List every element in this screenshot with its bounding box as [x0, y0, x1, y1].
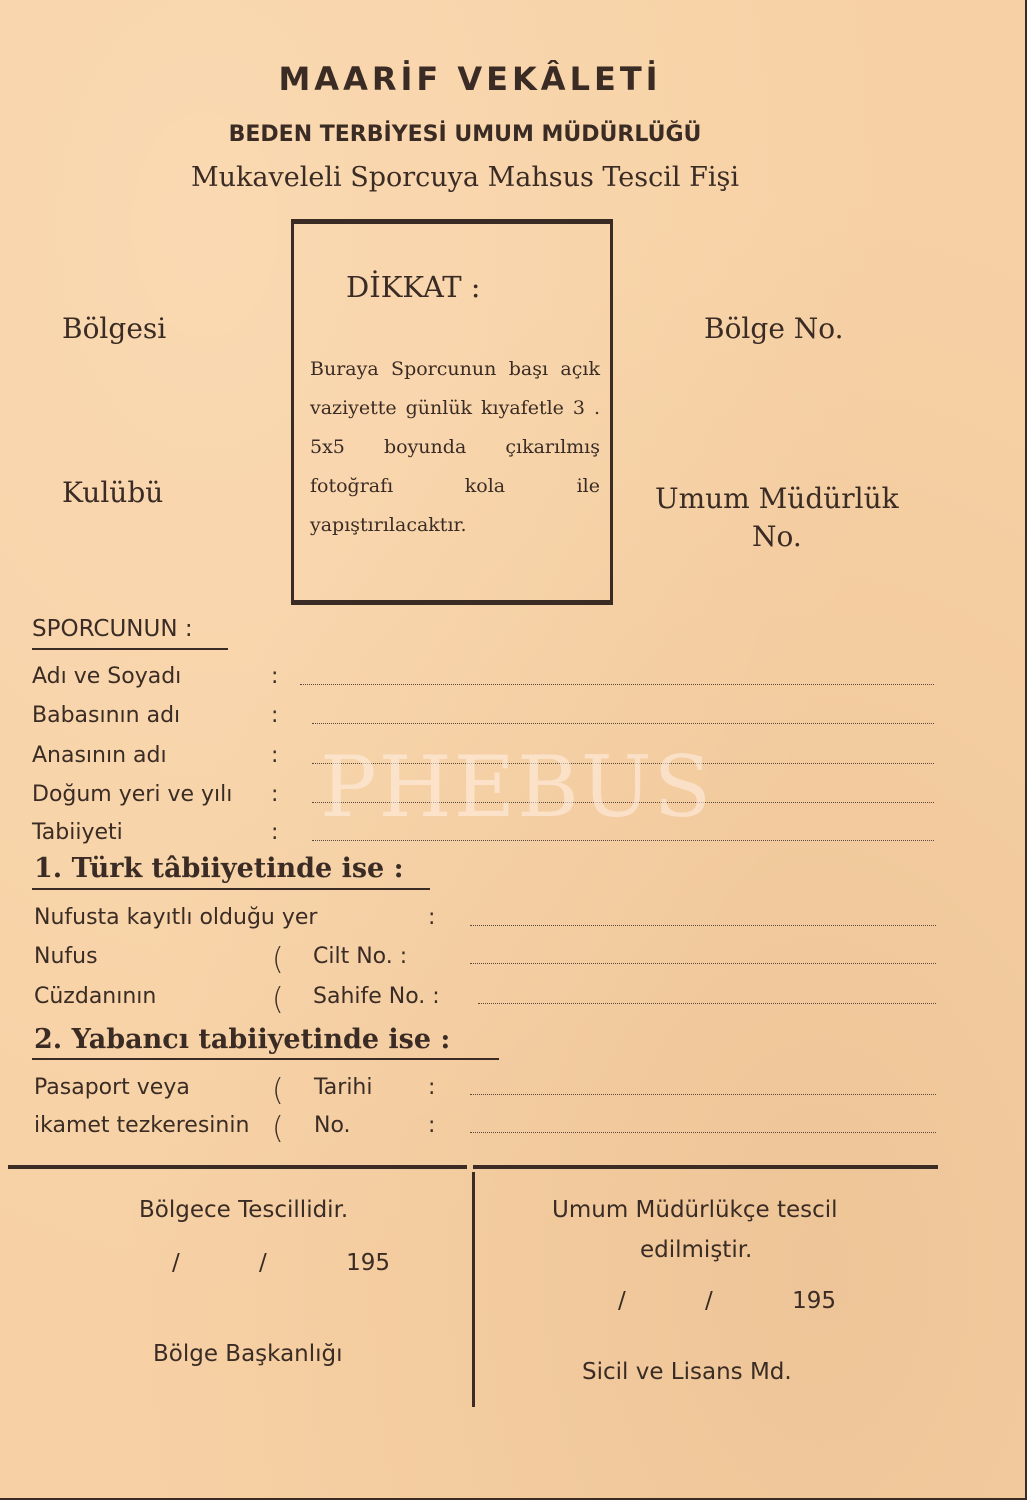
date-colon: : — [428, 1075, 436, 1100]
athlete-heading-underline — [32, 648, 228, 650]
hq-signature: Sicil ve Lisans Md. — [582, 1359, 792, 1385]
brace-icon: ( — [272, 942, 284, 977]
watermark: PHEBUS — [320, 738, 714, 836]
regional-date-field[interactable]: / / 195 — [172, 1250, 391, 1276]
nationality-input-line[interactable] — [312, 840, 934, 841]
foreign-heading-underline — [32, 1058, 499, 1060]
id-card-label-1: Nufus — [34, 944, 98, 969]
passport-label-2: ikamet tezkeresinin — [34, 1113, 250, 1138]
photo-heading: DİKKAT : — [346, 270, 481, 304]
field-colon: : — [271, 743, 279, 768]
passport-label-1: Pasaport veya — [34, 1075, 190, 1100]
date-input-line[interactable] — [470, 1094, 936, 1095]
hq-registration-text-1: Umum Müdürlükçe tescil — [552, 1197, 838, 1223]
volume-input-line[interactable] — [470, 963, 936, 964]
number-label: No. — [314, 1113, 351, 1138]
id-card-label-2: Cüzdanının — [34, 984, 157, 1009]
foreign-section-heading: 2. Yabancı tabiiyetinde ise : — [34, 1024, 451, 1055]
turkish-heading-underline — [32, 888, 430, 890]
field-label: Babasının adı — [32, 703, 181, 728]
athlete-heading: SPORCUNUN : — [32, 616, 193, 642]
page-label: Sahife No. : — [313, 984, 440, 1009]
brace-icon: ( — [272, 1111, 284, 1146]
photo-placeholder[interactable] — [291, 219, 613, 605]
hq-date-field[interactable]: / / 195 — [618, 1288, 837, 1314]
field-colon: : — [271, 820, 279, 845]
field-colon: : — [271, 782, 279, 807]
brace-icon: ( — [272, 1073, 284, 1108]
footer-divider-left — [8, 1165, 467, 1169]
regional-signature: Bölge Başkanlığı — [153, 1341, 343, 1367]
turkish-section-heading: 1. Türk tâbiiyetinde ise : — [34, 853, 404, 884]
footer-vertical-divider — [472, 1172, 475, 1407]
hq-no-label-line2: No. — [752, 520, 802, 553]
number-colon: : — [428, 1113, 436, 1138]
regional-registration-text: Bölgece Tescillidir. — [139, 1197, 349, 1223]
number-input-line[interactable] — [470, 1132, 936, 1133]
region-label: Bölgesi — [62, 312, 167, 345]
registry-input-line[interactable] — [470, 925, 936, 926]
ministry-title: MAARİF VEKÂLETİ — [278, 60, 662, 98]
brace-icon: ( — [272, 982, 284, 1017]
form-name: Mukaveleli Sporcuya Mahsus Tescil Fişi — [191, 162, 739, 193]
club-label: Kulübü — [62, 476, 164, 509]
registry-label: Nufusta kayıtlı olduğu yer — [34, 905, 318, 930]
field-label: Anasının adı — [32, 743, 167, 768]
page-input-line[interactable] — [478, 1003, 936, 1004]
hq-no-label-line1: Umum Müdürlük — [655, 482, 899, 515]
volume-label: Cilt No. : — [313, 944, 408, 969]
field-colon: : — [271, 703, 279, 728]
photo-instructions: Buraya Sporcunun başı açık vaziyette günlük kıyafetle 3 . 5x5 boyunda çıkarılmış fotoğrafı kola ile yapıştırılacaktır. — [310, 358, 600, 536]
name-input-line[interactable] — [300, 684, 934, 685]
field-colon: : — [271, 664, 279, 689]
date-label: Tarihi — [314, 1075, 373, 1100]
hq-registration-text-2: edilmiştir. — [640, 1237, 753, 1263]
registry-colon: : — [428, 905, 436, 930]
region-no-label: Bölge No. — [704, 312, 844, 345]
footer-divider-right — [473, 1165, 938, 1169]
field-label: Adı ve Soyadı — [32, 664, 182, 689]
field-label: Tabiiyeti — [32, 820, 123, 845]
father-name-input-line[interactable] — [312, 723, 934, 724]
field-label: Doğum yeri ve yılı — [32, 782, 233, 807]
directorate-subtitle: BEDEN TERBİYESİ UMUM MÜDÜRLÜĞÜ — [228, 122, 702, 147]
